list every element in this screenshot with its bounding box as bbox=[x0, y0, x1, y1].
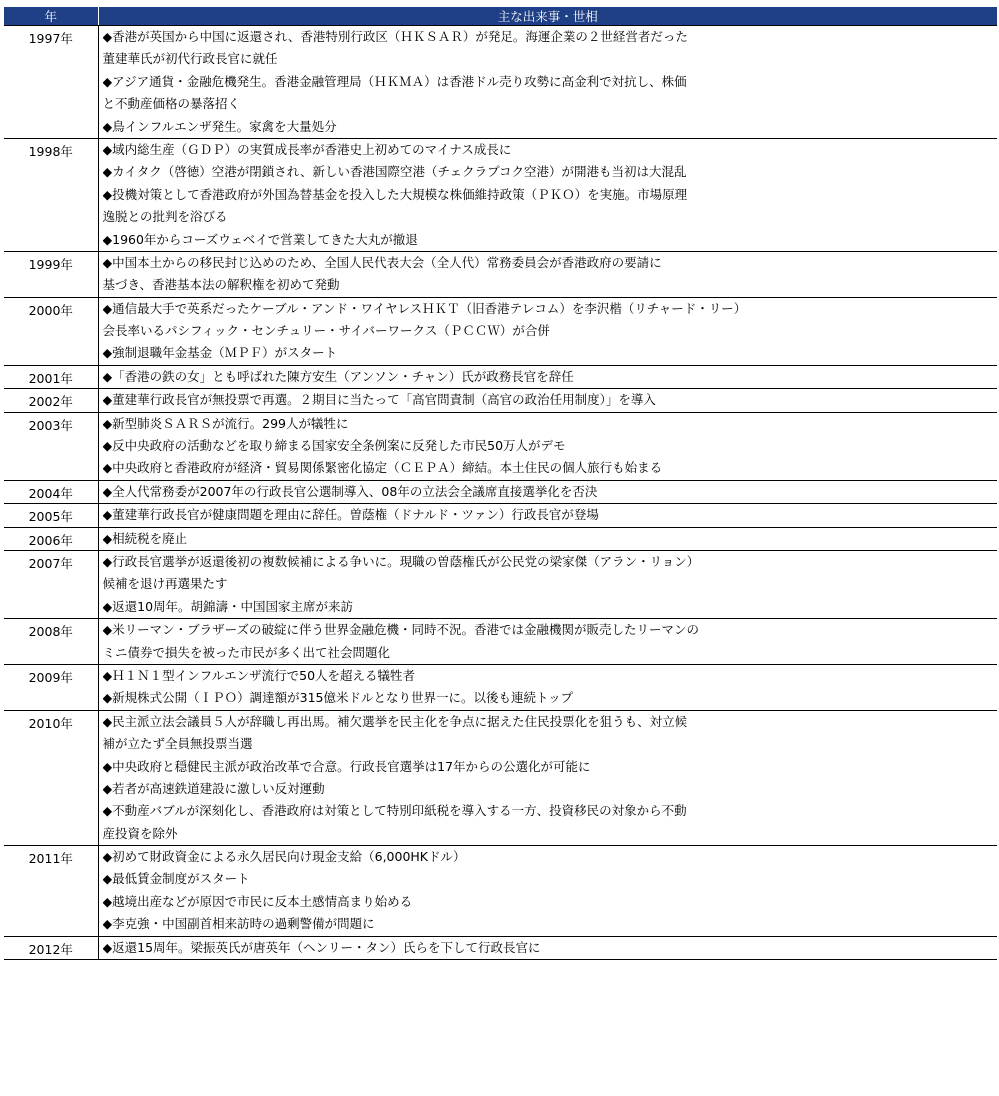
event-line: ◆越境出産などが原因で市民に反本土感情高まり始める bbox=[102, 893, 413, 909]
year-cell: 2010年 bbox=[4, 710, 98, 845]
year-cell: 2000年 bbox=[4, 297, 98, 365]
event-line: ◆全人代常務委が2007年の行政長官公選制導入、08年の立法会全議席直接選挙化を否決 bbox=[102, 483, 598, 499]
year-cell: 1999年 bbox=[4, 251, 98, 297]
table-row bbox=[4, 365, 997, 388]
event-line: 候補を退け再選果たす bbox=[102, 576, 228, 592]
timeline-body bbox=[4, 26, 997, 960]
events-cell bbox=[98, 26, 997, 139]
table-row bbox=[4, 138, 997, 251]
event-line: ◆新規株式公開（ＩＰＯ）調達額が315億米ドルとなり世界一に。以後も連続トップ bbox=[102, 690, 574, 706]
table-row bbox=[4, 527, 997, 550]
table-row bbox=[4, 412, 997, 480]
events-cell bbox=[98, 619, 997, 665]
year-cell: 2005年 bbox=[4, 504, 98, 527]
events-column-header: 主な出来事・世相 bbox=[98, 7, 997, 26]
table-row bbox=[4, 297, 997, 365]
event-line: ◆反中央政府の活動などを取り締まる国家安全条例案に反発した市民50万人がデモ bbox=[102, 438, 566, 454]
event-line: ◆投機対策として香港政府が外国為替基金を投入した大規模な株価維持政策（ＰＫＯ）を実施。市場原理 bbox=[102, 186, 688, 202]
events-cell bbox=[98, 664, 997, 710]
events-cell bbox=[98, 936, 997, 959]
event-line: ◆不動産バブルが深刻化し、香港政府は対策として特別印紙税を導入する一方、投資移民の対象から不動 bbox=[102, 803, 687, 819]
year-cell: 2001年 bbox=[4, 365, 98, 388]
events-cell bbox=[98, 527, 997, 550]
event-line: ◆Ｈ１Ｎ１型インフルエンザ流行で50人を超える犠牲者 bbox=[102, 667, 416, 683]
event-line: ◆鳥インフルエンザ発生。家禽を大量処分 bbox=[102, 118, 337, 134]
table-row bbox=[4, 664, 997, 710]
table-row bbox=[4, 550, 997, 618]
event-line: ◆董建華行政長官が無投票で再選。２期目に当たって「高官問責制（高官の政治任用制度）」を導入 bbox=[102, 392, 656, 408]
year-cell: 2007年 bbox=[4, 550, 98, 618]
event-line: 会長率いるパシフィック・センチュリー・サイバーワークス（ＰＣＣＷ）が合併 bbox=[102, 323, 550, 339]
event-line: ◆中国本土からの移民封じ込めのため、全国人民代表大会（全人代）常務委員会が香港政府の要請に bbox=[102, 254, 662, 270]
table-row bbox=[4, 251, 997, 297]
event-line: ◆返還10周年。胡錦濤・中国国家主席が来訪 bbox=[102, 598, 354, 614]
event-line: 補が立たず全員無投票当選 bbox=[102, 736, 253, 752]
event-line: ◆李克強・中国副首相来訪時の過剰警備が問題に bbox=[102, 916, 375, 932]
event-line: ◆強制退職年金基金（ＭＰＦ）がスタート bbox=[102, 345, 338, 361]
event-line: ◆返還15周年。梁振英氏が唐英年（ヘンリー・タン）氏らを下して行政長官に bbox=[102, 939, 541, 955]
table-row bbox=[4, 710, 997, 845]
events-cell bbox=[98, 251, 997, 297]
event-line: ◆「香港の鉄の女」とも呼ばれた陳方安生（アンソン・チャン）氏が政務長官を辞任 bbox=[102, 368, 574, 384]
event-line: ◆最低賃金制度がスタート bbox=[102, 871, 250, 887]
event-line: ◆通信最大手で英系だったケーブル・アンド・ワイヤレスＨＫＴ（旧香港テレコム）を李沢楷（リチャード・リー） bbox=[102, 300, 747, 316]
event-line: ◆民主派立法会議員５人が辞職し再出馬。補欠選挙を民主化を争点に据えた住民投票化を狙うも、対立候 bbox=[102, 713, 688, 729]
event-line: ◆初めて財政資金による永久居民向け現金支給（6,000HKドル） bbox=[102, 849, 466, 865]
table-row bbox=[4, 26, 997, 139]
year-cell: 2004年 bbox=[4, 480, 98, 503]
table-row bbox=[4, 619, 997, 665]
year-cell: 2009年 bbox=[4, 664, 98, 710]
table-row bbox=[4, 846, 997, 937]
year-cell: 2002年 bbox=[4, 389, 98, 412]
year-cell: 2003年 bbox=[4, 412, 98, 480]
event-line: ミニ債券で損失を被った市民が多く出て社会問題化 bbox=[102, 644, 391, 660]
event-line: ◆相続税を廃止 bbox=[102, 530, 188, 546]
event-line: ◆董建華行政長官が健康問題を理由に辞任。曽蔭権（ドナルド・ツァン）行政長官が登場 bbox=[102, 507, 599, 523]
event-line: 董建華氏が初代行政長官に就任 bbox=[102, 51, 278, 67]
event-line: ◆カイタク（啓徳）空港が閉鎖され、新しい香港国際空港（チェクラプコク空港）が開港も当初は大混乱 bbox=[102, 164, 687, 180]
event-line: ◆若者が高速鉄道建設に激しい反対運動 bbox=[102, 780, 325, 796]
events-cell bbox=[98, 480, 997, 503]
events-cell bbox=[98, 389, 997, 412]
year-cell: 2006年 bbox=[4, 527, 98, 550]
event-line: ◆中央政府と香港政府が経済・貿易関係緊密化協定（ＣＥＰＡ）締結。本土住民の個人旅行も始まる bbox=[102, 460, 663, 476]
events-cell bbox=[98, 365, 997, 388]
event-line: と不動産価格の暴落招く bbox=[102, 96, 241, 112]
table-row bbox=[4, 936, 997, 959]
events-cell bbox=[98, 412, 997, 480]
year-cell: 1997年 bbox=[4, 26, 98, 139]
header-row bbox=[4, 7, 997, 26]
year-column-header: 年 bbox=[4, 7, 98, 26]
event-line: ◆域内総生産（ＧＤＰ）の実質成長率が香港史上初めてのマイナス成長に bbox=[102, 141, 512, 157]
event-line: 基づき、香港基本法の解釈権を初めて発動 bbox=[102, 277, 340, 293]
events-cell bbox=[98, 504, 997, 527]
year-cell: 2012年 bbox=[4, 936, 98, 959]
events-cell bbox=[98, 710, 997, 845]
event-line: ◆香港が英国から中国に返還され、香港特別行政区（ＨＫＳＡＲ）が発足。海運企業の２世経営者だった bbox=[102, 29, 688, 44]
event-line: ◆米リーマン・ブラザーズの破綻に伴う世界金融危機・同時不況。香港では金融機関が販売したリーマンの bbox=[102, 622, 699, 638]
event-line: 産投資を除外 bbox=[102, 825, 178, 841]
events-cell bbox=[98, 138, 997, 251]
event-line: ◆アジア通貨・金融危機発生。香港金融管理局（ＨＫＭＡ）は香港ドル売り攻勢に高金利で対抗し、株価 bbox=[102, 73, 687, 89]
event-line: ◆1960年からコーズウェベイで営業してきた大丸が撤退 bbox=[102, 231, 418, 247]
events-cell bbox=[98, 550, 997, 618]
event-line: 逸脱との批判を浴びる bbox=[102, 209, 228, 225]
year-cell: 2008年 bbox=[4, 619, 98, 665]
year-cell: 1998年 bbox=[4, 138, 98, 251]
year-cell: 2011年 bbox=[4, 846, 98, 937]
timeline-table bbox=[4, 7, 997, 960]
event-line: ◆中央政府と穏健民主派が政治改革で合意。行政長官選挙は17年からの公選化が可能に bbox=[102, 758, 591, 774]
events-cell bbox=[98, 297, 997, 365]
event-line: ◆新型肺炎ＳＡＲＳが流行。299人が犠牲に bbox=[102, 415, 349, 431]
event-line: ◆行政長官選挙が返還後初の複数候補による争いに。現職の曽蔭権氏が公民党の梁家傑（アラン・リョン） bbox=[102, 553, 700, 569]
table-row bbox=[4, 389, 997, 412]
events-cell bbox=[98, 846, 997, 937]
table-row bbox=[4, 504, 997, 527]
table-row bbox=[4, 480, 997, 503]
